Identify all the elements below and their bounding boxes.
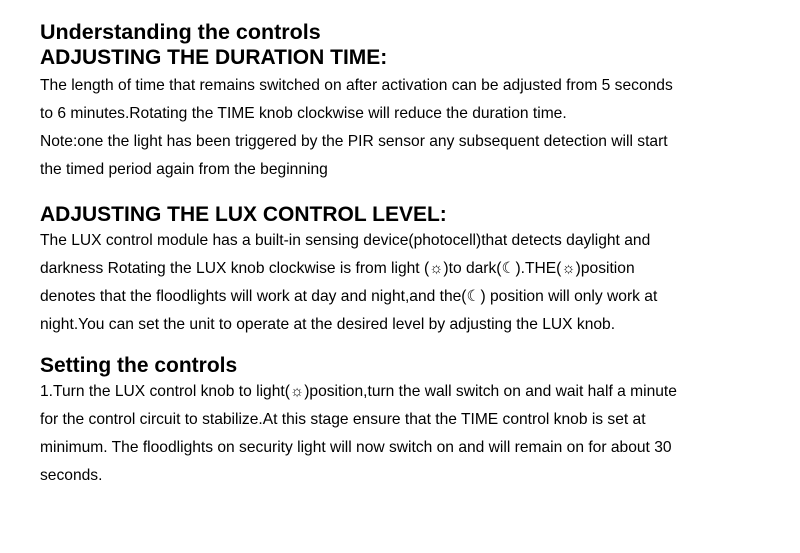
duration-line-4: the timed period again from the beginning xyxy=(40,161,328,178)
duration-line-1: The length of time that remains switched on after activation can be adjusted from 5 seconds xyxy=(40,77,673,94)
lux-line-4: night.You can set the unit to operate at the desired level by adjusting the LUX knob. xyxy=(40,316,616,333)
document-body xyxy=(40,20,785,490)
duration-heading: ADJUSTING THE DURATION TIME: xyxy=(40,46,388,69)
duration-line-3: Note:one the light has been triggered by the PIR sensor any subsequent detection will start xyxy=(40,133,668,150)
lux-line-3: denotes that the floodlights will work at day and night,and the(☾) position will only work at xyxy=(40,288,658,305)
setting-line-4: seconds. xyxy=(40,467,103,484)
setting-paragraph xyxy=(40,378,785,490)
lux-heading: ADJUSTING THE LUX CONTROL LEVEL: xyxy=(40,203,447,226)
setting-heading: Setting the controls xyxy=(40,354,238,377)
document-title: Understanding the controls xyxy=(40,20,321,44)
lux-line-1: The LUX control module has a built-in sensing device(photocell)that detects daylight and xyxy=(40,232,651,249)
setting-line-3: minimum. The floodlights on security light will now switch on and will remain on for about 30 xyxy=(40,439,672,456)
duration-line-2: to 6 minutes.Rotating the TIME knob clockwise will reduce the duration time. xyxy=(40,105,567,122)
setting-line-2: for the control circuit to stabilize.At this stage ensure that the TIME control knob is set at xyxy=(40,411,646,428)
lux-paragraph xyxy=(40,227,785,339)
lux-line-2: darkness Rotating the LUX knob clockwise is from light (☼)to dark(☾).THE(☼)position xyxy=(40,260,635,277)
duration-paragraph xyxy=(40,72,785,184)
setting-line-1: 1.Turn the LUX control knob to light(☼)position,turn the wall switch on and wait half a minute xyxy=(40,383,677,400)
